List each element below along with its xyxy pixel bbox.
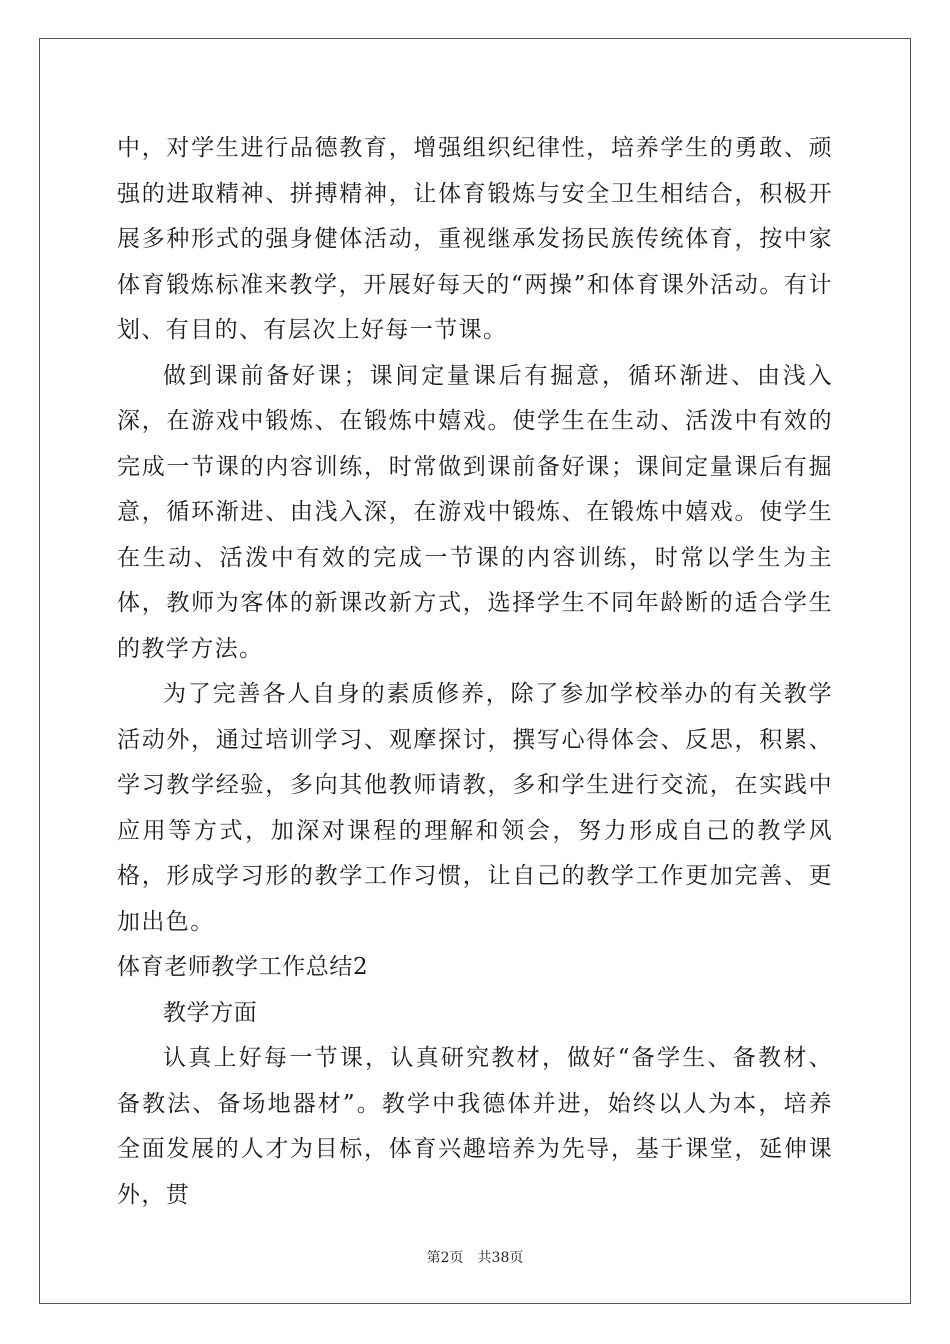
page-footer [0, 1247, 950, 1267]
paragraph-continuation: 中，对学生进行品德教育，增强组织纪律性，培养学生的勇敢、顽强的进取精神、拼搏精神，让体育锻炼与安全卫生相结合，积极开展多种形式的强身健体活动，重视继承发扬民族传统体育，按中家体育锻炼标准来教学，开展好每天的“两操”和体育课外活动。有计划、有目的、有层次上好每一节课。 [117, 135, 833, 343]
document-body [117, 126, 833, 1218]
subheading-teaching: 教学方面 [163, 999, 258, 1026]
total-pages: 共38页 [477, 1250, 524, 1266]
page-number: 第2页 [426, 1250, 464, 1266]
paragraph-lesson-preparation: 做到课前备好课；课间定量课后有掘意，循环渐进、由浅入深，在游戏中锻炼、在锻炼中嬉戏。使学生在生动、活泼中有效的完成一节课的内容训练，时常做到课前备好课；课间定量课后有掘意，循环渐进、由浅入深，在游戏中锻炼、在锻炼中嬉戏。使学生在生动、活泼中有效的完成一节课的内容训练，时常以学生为主体，教师为客体的新课改新方式，选择学生不同年龄断的适合学生的教学方法。 [117, 362, 833, 662]
paragraph-self-improvement: 为了完善各人自身的素质修养，除了参加学校举办的有关教学活动外，通过培训学习、观摩探讨，撰写心得体会、反思，积累、学习教学经验，多向其他教师请教，多和学生进行交流，在实践中应用等方式，加深对课程的理解和领会，努力形成自己的教学风格，形成学习形的教学工作习惯，让自己的教学工作更加完善、更加出色。 [117, 681, 833, 935]
section-title: 体育老师教学工作总结2 [117, 954, 369, 980]
paragraph-teaching: 认真上好每一节课，认真研究教材，做好“备学生、备教材、备教法、备场地器材”。教学中我德体并进，始终以人为本，培养全面发展的人才为目标，体育兴趣培养为先导，基于课堂，延伸课外，贯 [117, 1045, 833, 1208]
